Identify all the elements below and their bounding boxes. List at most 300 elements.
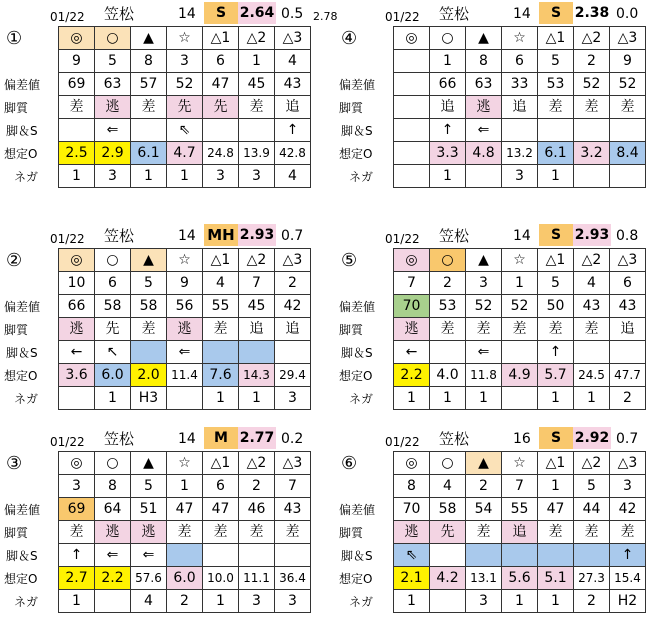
nega-cell: H2	[610, 590, 646, 613]
style-cell: 差	[203, 318, 239, 341]
mark-cell: △1	[538, 249, 574, 272]
arrow-cell: ⇐	[95, 119, 131, 142]
field-size: 14	[513, 6, 531, 22]
odds-cell: 36.4	[275, 567, 311, 590]
nega-row	[59, 387, 311, 410]
dev-cell: 66	[430, 73, 466, 96]
horse-cell: 5	[538, 272, 574, 295]
style-row	[394, 521, 646, 544]
arrow-cell	[203, 544, 239, 567]
dev-cell: 47	[167, 498, 203, 521]
dev-cell: 58	[95, 295, 131, 318]
horse-cell: 4	[574, 272, 610, 295]
odds-cell: 4.2	[430, 567, 466, 590]
race-block-6	[335, 425, 665, 635]
odds-cell: 13.9	[239, 142, 275, 165]
style-cell: 追	[275, 318, 311, 341]
odds-cell: 11.4	[167, 364, 203, 387]
race-header	[0, 425, 330, 451]
odds-cell: 10.0	[203, 567, 239, 590]
mark-cell: ▲	[466, 27, 502, 50]
dev-cell: 57	[131, 73, 167, 96]
race-header	[335, 0, 665, 26]
horse-cell: 5	[131, 475, 167, 498]
odds-cell: 15.4	[610, 567, 646, 590]
horse-cell: 8	[394, 475, 430, 498]
odds-cell: 24.5	[574, 364, 610, 387]
arrow-row	[394, 341, 646, 364]
horse-cell: 5	[574, 475, 610, 498]
horse-cell: 5	[95, 50, 131, 73]
horse-cell: 4	[430, 475, 466, 498]
arrow-cell	[502, 341, 538, 364]
style-cell: 差	[610, 521, 646, 544]
nega-cell: 1	[203, 590, 239, 613]
odds-cell: 13.1	[466, 567, 502, 590]
race-date: 01/22	[385, 232, 420, 246]
mark-row	[394, 249, 646, 272]
row-label: ネガ	[349, 170, 374, 184]
odds-cell: 2.5	[59, 142, 95, 165]
odds-cell: 13.2	[502, 142, 538, 165]
dev-cell: 70	[394, 498, 430, 521]
mark-cell: △2	[239, 27, 275, 50]
mark-cell: ☆	[502, 27, 538, 50]
race-score: 2.38	[574, 5, 610, 21]
style-cell: 差	[167, 521, 203, 544]
horse-row	[59, 272, 311, 295]
prediction-table	[393, 248, 646, 410]
arrow-cell: ↑	[538, 341, 574, 364]
style-cell: 差	[574, 521, 610, 544]
horse-cell: 7	[239, 272, 275, 295]
nega-cell: 1	[167, 165, 203, 188]
style-cell: 逃	[394, 521, 430, 544]
mark-row	[394, 27, 646, 50]
odds-cell: 8.4	[610, 142, 646, 165]
horse-cell: 1	[430, 50, 466, 73]
style-cell: 差	[466, 318, 502, 341]
mark-cell: △3	[275, 452, 311, 475]
style-cell: 先	[95, 318, 131, 341]
odds-cell: 4.0	[430, 364, 466, 387]
style-cell: 差	[59, 521, 95, 544]
horse-row	[59, 50, 311, 73]
style-row	[59, 521, 311, 544]
row-label: ネガ	[349, 595, 374, 609]
arrow-cell: ↑	[610, 544, 646, 567]
row-label: ネガ	[14, 595, 39, 609]
race-date: 01/22	[50, 435, 85, 449]
mark-cell: ○	[430, 27, 466, 50]
odds-cell: 2.1	[394, 567, 430, 590]
mark-cell: △2	[574, 27, 610, 50]
horse-cell: 9	[167, 272, 203, 295]
nega-cell: 1	[239, 387, 275, 410]
odds-cell: 29.4	[275, 364, 311, 387]
race-grade: S	[539, 427, 573, 449]
style-cell: 差	[59, 96, 95, 119]
horse-cell: 1	[502, 272, 538, 295]
nega-cell: 3	[95, 165, 131, 188]
dev-row	[394, 295, 646, 318]
race-aux-value: 0.8	[616, 228, 639, 244]
dev-cell: 47	[538, 498, 574, 521]
arrow-row	[59, 341, 311, 364]
mark-cell: ○	[430, 249, 466, 272]
row-label: 偏差値	[4, 78, 41, 92]
arrow-cell	[610, 341, 646, 364]
arrow-cell	[131, 341, 167, 364]
odds-cell: 5.7	[538, 364, 574, 387]
horse-cell	[394, 50, 430, 73]
odds-cell: 5.6	[502, 567, 538, 590]
race-number: ③	[6, 453, 23, 474]
style-cell: 逃	[466, 96, 502, 119]
horse-cell: 6	[95, 272, 131, 295]
dev-cell: 52	[167, 73, 203, 96]
nega-cell	[394, 165, 430, 188]
mark-cell: ◎	[59, 27, 95, 50]
race-block-4	[335, 0, 665, 210]
dev-cell: 52	[466, 295, 502, 318]
row-label: 想定O	[339, 572, 373, 586]
mark-cell: ◎	[394, 249, 430, 272]
row-label: 脚質	[339, 323, 364, 337]
style-cell: 差	[574, 318, 610, 341]
nega-row	[59, 590, 311, 613]
style-cell: 差	[466, 521, 502, 544]
dev-cell: 52	[502, 295, 538, 318]
horse-cell: 1	[239, 50, 275, 73]
dev-cell: 42	[275, 295, 311, 318]
mark-cell: △2	[239, 249, 275, 272]
horse-cell: 2	[574, 50, 610, 73]
style-cell: 差	[538, 521, 574, 544]
nega-cell: 2	[574, 590, 610, 613]
nega-cell: 1	[95, 387, 131, 410]
dev-cell: 53	[538, 73, 574, 96]
row-label: 偏差値	[339, 78, 376, 92]
race-block-1	[0, 0, 338, 210]
odds-cell: 2.7	[59, 567, 95, 590]
nega-cell: 3	[203, 165, 239, 188]
arrow-cell: ⇖	[167, 119, 203, 142]
horse-cell: 2	[275, 272, 311, 295]
nega-cell: 2	[610, 387, 646, 410]
style-cell: 差	[502, 318, 538, 341]
odds-cell: 6.0	[167, 567, 203, 590]
nega-cell	[574, 165, 610, 188]
odds-row	[394, 567, 646, 590]
nega-cell	[95, 590, 131, 613]
dev-cell: 43	[610, 295, 646, 318]
row-label: ネガ	[14, 392, 39, 406]
arrow-cell: ↑	[59, 544, 95, 567]
race-venue: 笠松	[439, 5, 470, 23]
nega-row	[59, 165, 311, 188]
row-label: 脚＆S	[341, 346, 373, 360]
horse-cell: 2	[466, 475, 502, 498]
race-number: ①	[6, 28, 23, 49]
odds-cell: 4.8	[466, 142, 502, 165]
style-cell: 差	[239, 521, 275, 544]
nega-cell: 3	[275, 590, 311, 613]
dev-cell: 50	[538, 295, 574, 318]
dev-cell: 69	[59, 73, 95, 96]
odds-row	[59, 364, 311, 387]
style-cell: 差	[538, 318, 574, 341]
dev-cell	[394, 73, 430, 96]
prediction-table	[393, 451, 646, 613]
row-label: 脚＆S	[6, 346, 38, 360]
mark-row	[394, 452, 646, 475]
horse-cell: 4	[275, 50, 311, 73]
field-size: 14	[513, 228, 531, 244]
style-cell: 差	[430, 318, 466, 341]
dev-cell: 46	[239, 498, 275, 521]
mark-cell: ▲	[466, 452, 502, 475]
arrow-cell: ←	[59, 341, 95, 364]
row-label: 偏差値	[4, 503, 41, 517]
mark-cell: ▲	[131, 249, 167, 272]
dev-cell: 45	[239, 73, 275, 96]
nega-cell: 1	[538, 590, 574, 613]
nega-cell: 4	[275, 165, 311, 188]
dev-cell: 53	[430, 295, 466, 318]
horse-row	[394, 272, 646, 295]
odds-row	[394, 142, 646, 165]
dev-cell: 55	[203, 295, 239, 318]
horse-cell: 8	[466, 50, 502, 73]
odds-row	[394, 364, 646, 387]
race-score: 2.93	[238, 224, 276, 246]
arrow-cell	[203, 119, 239, 142]
race-venue: 笠松	[439, 430, 470, 448]
mark-cell: △1	[538, 452, 574, 475]
odds-cell: 42.8	[275, 142, 311, 165]
race-aux-value: 0.5	[281, 6, 304, 22]
horse-cell: 3	[167, 50, 203, 73]
nega-cell: 1	[394, 590, 430, 613]
arrow-cell	[203, 341, 239, 364]
dev-row	[59, 498, 311, 521]
dev-cell: 54	[466, 498, 502, 521]
arrow-cell: ⇐	[167, 341, 203, 364]
mark-cell: ☆	[502, 452, 538, 475]
race-score: 2.92	[573, 427, 611, 449]
horse-cell: 3	[59, 475, 95, 498]
race-block-5	[335, 222, 665, 432]
odds-cell: 3.2	[574, 142, 610, 165]
row-label: 想定O	[4, 369, 38, 383]
style-cell: 逃	[95, 96, 131, 119]
nega-cell: 1	[538, 387, 574, 410]
arrow-cell	[131, 119, 167, 142]
odds-cell: 2.0	[131, 364, 167, 387]
odds-cell: 4.7	[167, 142, 203, 165]
race-grade: S	[204, 2, 238, 24]
mark-row	[59, 452, 311, 475]
mark-cell: △1	[203, 27, 239, 50]
mark-cell: △1	[203, 249, 239, 272]
horse-cell: 3	[466, 272, 502, 295]
race-date: 01/22	[385, 10, 420, 24]
arrow-cell: ⇐	[466, 119, 502, 142]
nega-cell: 3	[239, 590, 275, 613]
row-label: 脚質	[4, 526, 29, 540]
style-row	[59, 318, 311, 341]
mark-cell: △3	[275, 27, 311, 50]
odds-cell: 27.3	[574, 567, 610, 590]
race-date: 01/22	[385, 435, 420, 449]
arrow-cell	[239, 341, 275, 364]
style-cell: 追	[239, 318, 275, 341]
nega-cell: 1	[131, 165, 167, 188]
arrow-cell	[538, 544, 574, 567]
odds-cell: 2.9	[95, 142, 131, 165]
style-cell: 追	[275, 96, 311, 119]
row-label: 偏差値	[4, 300, 41, 314]
nega-cell: 2	[167, 590, 203, 613]
mark-cell: △3	[610, 27, 646, 50]
mark-cell: △3	[610, 452, 646, 475]
race-number: ④	[341, 28, 358, 49]
nega-cell: 1	[59, 165, 95, 188]
style-cell: 差	[610, 96, 646, 119]
race-grade: M	[204, 427, 238, 449]
race-header	[335, 222, 665, 248]
dev-cell: 56	[167, 295, 203, 318]
dev-cell: 44	[574, 498, 610, 521]
horse-cell: 6	[610, 272, 646, 295]
style-cell: 先	[167, 96, 203, 119]
nega-cell	[59, 387, 95, 410]
style-cell: 差	[239, 96, 275, 119]
arrow-cell	[574, 119, 610, 142]
style-row	[394, 318, 646, 341]
nega-cell: 1	[502, 590, 538, 613]
arrow-cell: ⇐	[131, 544, 167, 567]
mark-cell: ○	[95, 249, 131, 272]
row-label: ネガ	[349, 392, 374, 406]
odds-cell	[394, 142, 430, 165]
odds-row	[59, 567, 311, 590]
arrow-cell	[466, 544, 502, 567]
race-grade: S	[539, 224, 573, 246]
race-aux-value: 0.7	[281, 228, 304, 244]
arrow-row	[394, 544, 646, 567]
arrow-cell: ↑	[430, 119, 466, 142]
race-date: 01/22	[50, 232, 85, 246]
arrow-row	[59, 119, 311, 142]
row-label: 脚質	[339, 526, 364, 540]
nega-cell	[167, 387, 203, 410]
mark-cell: ☆	[167, 27, 203, 50]
race-venue: 笠松	[104, 227, 135, 245]
arrow-cell	[167, 544, 203, 567]
arrow-cell	[430, 544, 466, 567]
odds-cell: 6.1	[538, 142, 574, 165]
arrow-cell	[574, 544, 610, 567]
arrow-cell	[502, 544, 538, 567]
horse-cell: 7	[502, 475, 538, 498]
row-label: 脚＆S	[341, 124, 373, 138]
nega-cell: 1	[430, 387, 466, 410]
nega-cell: 1	[466, 387, 502, 410]
horse-cell: 3	[610, 475, 646, 498]
dev-cell: 47	[203, 498, 239, 521]
horse-row	[394, 475, 646, 498]
horse-cell: 7	[275, 475, 311, 498]
prediction-table	[58, 248, 311, 410]
row-label: 脚＆S	[341, 549, 373, 563]
nega-cell: 3	[466, 590, 502, 613]
race-header	[0, 222, 330, 248]
odds-cell: 11.1	[239, 567, 275, 590]
style-cell	[394, 96, 430, 119]
style-cell: 差	[131, 318, 167, 341]
arrow-row	[59, 544, 311, 567]
horse-cell: 8	[131, 50, 167, 73]
race-aux-value-2: 2.78	[313, 10, 338, 23]
race-score: 2.77	[238, 427, 276, 449]
prediction-table	[58, 451, 311, 613]
dev-cell: 70	[394, 295, 430, 318]
nega-cell: 4	[131, 590, 167, 613]
dev-row	[59, 295, 311, 318]
odds-cell: 6.0	[95, 364, 131, 387]
row-label: ネガ	[14, 170, 39, 184]
dev-cell: 58	[430, 498, 466, 521]
horse-cell: 6	[203, 50, 239, 73]
horse-cell: 2	[430, 272, 466, 295]
style-cell: 逃	[95, 521, 131, 544]
row-label: 想定O	[4, 572, 38, 586]
mark-cell: ▲	[131, 27, 167, 50]
arrow-cell	[538, 119, 574, 142]
nega-cell	[466, 165, 502, 188]
style-row	[394, 96, 646, 119]
arrow-cell	[610, 119, 646, 142]
mark-cell: △1	[203, 452, 239, 475]
style-cell: 逃	[131, 521, 167, 544]
style-cell: 逃	[394, 318, 430, 341]
arrow-cell: ↖	[95, 341, 131, 364]
arrow-cell: ⇖	[394, 544, 430, 567]
dev-cell: 52	[574, 73, 610, 96]
style-cell: 差	[131, 96, 167, 119]
row-label: 想定O	[4, 147, 38, 161]
field-size: 14	[178, 431, 196, 447]
mark-cell: △2	[239, 452, 275, 475]
nega-cell: 1	[394, 387, 430, 410]
dev-cell: 45	[239, 295, 275, 318]
mark-cell: ○	[95, 27, 131, 50]
dev-cell: 63	[466, 73, 502, 96]
race-aux-value: 0.0	[616, 6, 639, 22]
horse-row	[394, 50, 646, 73]
dev-cell: 64	[95, 498, 131, 521]
dev-cell: 69	[59, 498, 95, 521]
nega-cell: 1	[538, 165, 574, 188]
horse-cell: 1	[167, 475, 203, 498]
odds-cell: 7.6	[203, 364, 239, 387]
dev-cell: 63	[95, 73, 131, 96]
dev-row	[394, 498, 646, 521]
mark-cell: ○	[95, 452, 131, 475]
nega-row	[394, 165, 646, 188]
